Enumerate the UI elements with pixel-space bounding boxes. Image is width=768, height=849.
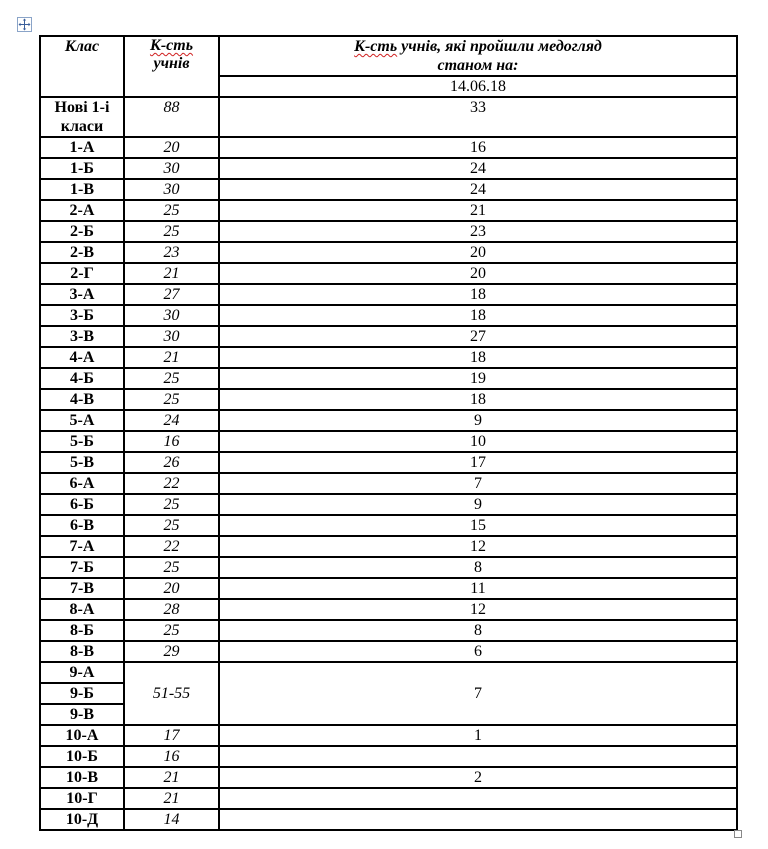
cell-count: 29	[124, 641, 219, 662]
cell-class: 2-А	[40, 200, 124, 221]
cell-class: 5-А	[40, 410, 124, 431]
cell-class: 2-Б	[40, 221, 124, 242]
cell-passed: 27	[219, 326, 737, 347]
cell-class: Нові 1-і класи	[40, 97, 124, 137]
header-passed-line2: станом на:	[437, 57, 519, 74]
table-row	[40, 809, 737, 830]
table-row	[40, 788, 737, 809]
table-row	[40, 767, 737, 788]
cell-count: 25	[124, 557, 219, 578]
cell-passed	[219, 809, 737, 830]
cell-class: 9-В	[40, 704, 124, 725]
header-count-word2: учнів	[153, 55, 190, 72]
cell-class: 1-Б	[40, 158, 124, 179]
table-row	[40, 347, 737, 368]
table-row	[40, 389, 737, 410]
cell-passed: 6	[219, 641, 737, 662]
cell-passed: 8	[219, 620, 737, 641]
cell-passed	[219, 788, 737, 809]
cell-class: 3-В	[40, 326, 124, 347]
table-row	[40, 599, 737, 620]
table-row	[40, 326, 737, 347]
cell-passed: 9	[219, 410, 737, 431]
table-row	[40, 200, 737, 221]
cell-count: 30	[124, 179, 219, 200]
header-class-label: Клас	[64, 38, 100, 55]
table-row	[40, 452, 737, 473]
table-row	[40, 578, 737, 599]
table-row	[40, 368, 737, 389]
cell-passed: 18	[219, 305, 737, 326]
cell-passed	[219, 746, 737, 767]
header-passed-rest: учнів, які пройшли медогляд	[397, 38, 602, 55]
cell-passed: 16	[219, 137, 737, 158]
cell-class: 10-Г	[40, 788, 124, 809]
cell-passed: 17	[219, 452, 737, 473]
table-row	[40, 158, 737, 179]
cell-count: 25	[124, 620, 219, 641]
cell-count: 26	[124, 452, 219, 473]
cell-class: 6-А	[40, 473, 124, 494]
cell-class: 8-Б	[40, 620, 124, 641]
cell-passed: 19	[219, 368, 737, 389]
cell-count: 25	[124, 200, 219, 221]
cell-passed: 24	[219, 179, 737, 200]
cell-class: 7-Б	[40, 557, 124, 578]
cell-count: 20	[124, 137, 219, 158]
cell-count: 21	[124, 767, 219, 788]
cell-class: 8-А	[40, 599, 124, 620]
cell-passed: 33	[219, 97, 737, 137]
table-row	[40, 242, 737, 263]
cell-count: 30	[124, 326, 219, 347]
cell-passed: 15	[219, 515, 737, 536]
cell-class: 10-В	[40, 767, 124, 788]
cell-passed: 8	[219, 557, 737, 578]
cell-class: 1-В	[40, 179, 124, 200]
table-row	[40, 221, 737, 242]
cell-passed: 12	[219, 599, 737, 620]
cell-count: 24	[124, 410, 219, 431]
cell-count-merged: 51-55	[124, 662, 219, 725]
cell-class: 6-В	[40, 515, 124, 536]
cell-passed: 21	[219, 200, 737, 221]
cell-count: 28	[124, 599, 219, 620]
cell-count: 88	[124, 97, 219, 137]
cell-class: 5-В	[40, 452, 124, 473]
table-row	[40, 725, 737, 746]
cell-passed: 7	[219, 473, 737, 494]
cell-passed: 23	[219, 221, 737, 242]
cell-passed: 24	[219, 158, 737, 179]
header-row	[40, 36, 737, 76]
cell-passed: 2	[219, 767, 737, 788]
cell-class: 4-В	[40, 389, 124, 410]
cell-count: 25	[124, 515, 219, 536]
cell-class: 9-А	[40, 662, 124, 683]
cell-count: 20	[124, 578, 219, 599]
table-row	[40, 431, 737, 452]
table-row	[40, 536, 737, 557]
cell-class: 5-Б	[40, 431, 124, 452]
cell-class: 9-Б	[40, 683, 124, 704]
table-row	[40, 641, 737, 662]
table-row	[40, 473, 737, 494]
table-row	[40, 137, 737, 158]
cell-class: 10-Б	[40, 746, 124, 767]
cell-count: 25	[124, 494, 219, 515]
table-row	[40, 662, 737, 683]
cell-count: 21	[124, 788, 219, 809]
cell-class: 2-Г	[40, 263, 124, 284]
cell-count: 14	[124, 809, 219, 830]
header-count	[124, 36, 219, 97]
cell-class: 7-А	[40, 536, 124, 557]
table-row	[40, 97, 737, 137]
cell-passed: 18	[219, 389, 737, 410]
table-row	[40, 515, 737, 536]
table-row	[40, 557, 737, 578]
cell-passed: 12	[219, 536, 737, 557]
header-count-word: К-сть	[149, 37, 194, 54]
cell-count: 25	[124, 368, 219, 389]
cell-class: 4-Б	[40, 368, 124, 389]
cell-count: 22	[124, 473, 219, 494]
cell-count: 16	[124, 746, 219, 767]
cell-passed: 11	[219, 578, 737, 599]
cell-count: 22	[124, 536, 219, 557]
cell-count: 30	[124, 305, 219, 326]
table-row	[40, 410, 737, 431]
table-row	[40, 179, 737, 200]
cell-count: 25	[124, 221, 219, 242]
cell-passed: 18	[219, 347, 737, 368]
cell-passed: 9	[219, 494, 737, 515]
table-row	[40, 746, 737, 767]
cell-class: 10-Д	[40, 809, 124, 830]
header-passed-word: К-сть	[354, 38, 398, 55]
table-row	[40, 305, 737, 326]
cell-passed-merged: 7	[219, 662, 737, 725]
cell-class: 4-А	[40, 347, 124, 368]
cell-class: 7-В	[40, 578, 124, 599]
table-resize-handle-icon[interactable]	[734, 830, 742, 838]
table-move-handle-icon[interactable]	[17, 17, 32, 32]
cell-passed: 20	[219, 263, 737, 284]
cell-passed: 18	[219, 284, 737, 305]
cell-count: 30	[124, 158, 219, 179]
header-date: 14.06.18	[219, 76, 737, 97]
table-row	[40, 494, 737, 515]
cell-class: 8-В	[40, 641, 124, 662]
cell-count: 21	[124, 347, 219, 368]
cell-class: 2-В	[40, 242, 124, 263]
cell-count: 25	[124, 389, 219, 410]
cell-count: 27	[124, 284, 219, 305]
cell-class: 6-Б	[40, 494, 124, 515]
header-passed	[219, 36, 737, 76]
cell-class: 10-А	[40, 725, 124, 746]
cell-count: 21	[124, 263, 219, 284]
cell-count: 23	[124, 242, 219, 263]
cell-class: 3-А	[40, 284, 124, 305]
cell-class: 1-А	[40, 137, 124, 158]
table-row	[40, 284, 737, 305]
table-row	[40, 263, 737, 284]
cell-count: 17	[124, 725, 219, 746]
cell-count: 16	[124, 431, 219, 452]
header-class	[40, 36, 124, 97]
cell-passed: 20	[219, 242, 737, 263]
cell-passed: 1	[219, 725, 737, 746]
medical-exam-table	[39, 35, 738, 831]
cell-class: 3-Б	[40, 305, 124, 326]
cell-passed: 10	[219, 431, 737, 452]
table-row	[40, 620, 737, 641]
